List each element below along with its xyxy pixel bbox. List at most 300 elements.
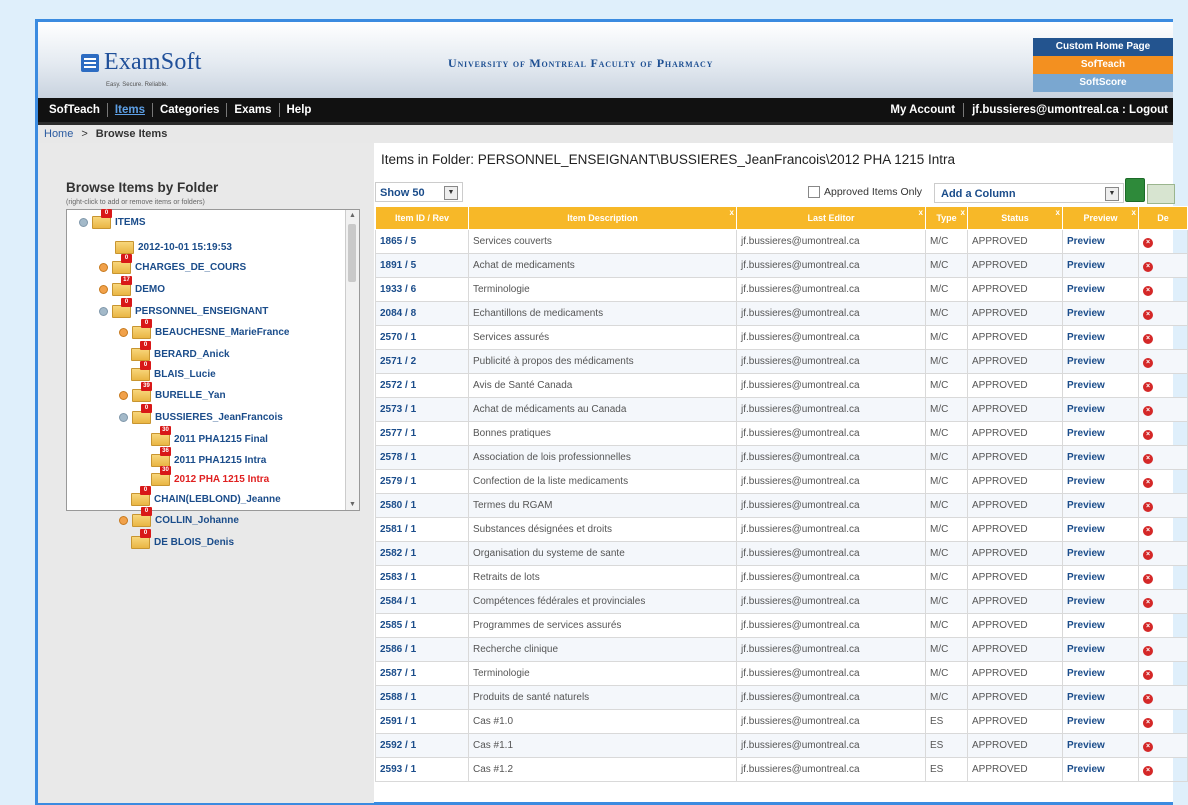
item-status: APPROVED (968, 614, 1063, 638)
table-row[interactable] (376, 518, 1188, 542)
item-id-link[interactable]: 2587 / 1 (376, 662, 469, 686)
table-row[interactable] (376, 590, 1188, 614)
preview-link[interactable]: Preview (1063, 638, 1139, 662)
item-status: APPROVED (968, 350, 1063, 374)
chevron-down-icon[interactable]: ▼ (1105, 187, 1119, 201)
item-description: Cas #1.2 (469, 758, 737, 782)
delete-icon[interactable]: × (1143, 526, 1153, 536)
preview-link[interactable]: Preview (1063, 350, 1139, 374)
preview-link[interactable]: Preview (1063, 422, 1139, 446)
delete-icon[interactable]: × (1143, 382, 1153, 392)
item-type: M/C (926, 590, 968, 614)
table-row[interactable] (376, 614, 1188, 638)
item-type: ES (926, 734, 968, 758)
tree-node[interactable]: 0 CHARGES_DE_COURS (99, 259, 246, 275)
tree-node[interactable]: 0 BLAIS_Lucie (131, 366, 216, 382)
excel-export-icon[interactable] (1125, 178, 1145, 202)
preview-link[interactable]: Preview (1063, 758, 1139, 782)
folder-icon: 0 (131, 368, 150, 381)
folder-icon: 39 (132, 389, 151, 402)
tree-node[interactable]: 0 COLLIN_Johanne (119, 512, 239, 528)
item-type: M/C (926, 494, 968, 518)
delete-icon[interactable]: × (1143, 430, 1153, 440)
item-description: Association de lois professionnelles (469, 446, 737, 470)
delete-cell (1139, 734, 1188, 758)
scroll-up-icon[interactable]: ▲ (349, 212, 356, 219)
item-type: ES (926, 710, 968, 734)
item-description: Services assurés (469, 326, 737, 350)
delete-icon[interactable]: × (1143, 310, 1153, 320)
tree-node[interactable]: 0 ITEMS (79, 214, 146, 230)
last-editor: jf.bussieres@umontreal.ca (737, 278, 926, 302)
col-header-item-id[interactable]: Item ID / Rev (376, 207, 469, 230)
collapse-toggle-icon[interactable] (119, 413, 128, 422)
item-type: M/C (926, 446, 968, 470)
item-status: APPROVED (968, 278, 1063, 302)
delete-icon[interactable]: × (1143, 406, 1153, 416)
table-row[interactable] (376, 710, 1188, 734)
items-table (375, 206, 1188, 782)
logo-name: ExamSoft (104, 49, 202, 75)
preview-link[interactable]: Preview (1063, 614, 1139, 638)
delete-cell (1139, 710, 1188, 734)
tree-node[interactable]: 17 DEMO (99, 281, 165, 297)
tree-node[interactable]: 0 PERSONNEL_ENSEIGNANT (99, 303, 268, 319)
delete-icon[interactable]: × (1143, 646, 1153, 656)
item-type: M/C (926, 278, 968, 302)
last-editor: jf.bussieres@umontreal.ca (737, 590, 926, 614)
nav-help[interactable]: Help (286, 104, 312, 116)
item-status: APPROVED (968, 254, 1063, 278)
last-editor: jf.bussieres@umontreal.ca (737, 350, 926, 374)
softscore-link[interactable]: SoftScore (1033, 74, 1173, 92)
item-id-link[interactable]: 2570 / 1 (376, 326, 469, 350)
item-type: M/C (926, 662, 968, 686)
item-description: Terminologie (469, 662, 737, 686)
item-status: APPROVED (968, 398, 1063, 422)
table-row[interactable] (376, 494, 1188, 518)
preview-link[interactable]: Preview (1063, 278, 1139, 302)
preview-link[interactable]: Preview (1063, 590, 1139, 614)
nav-softeach[interactable]: SofTeach (42, 103, 108, 117)
item-id-link[interactable]: 2591 / 1 (376, 710, 469, 734)
item-type: M/C (926, 254, 968, 278)
app-header (38, 22, 1173, 98)
tree-scrollbar[interactable] (345, 210, 359, 510)
delete-cell (1139, 302, 1188, 326)
table-row[interactable] (376, 230, 1188, 254)
folder-icon: 30 (151, 433, 170, 446)
last-editor: jf.bussieres@umontreal.ca (737, 446, 926, 470)
item-id-link[interactable]: 2593 / 1 (376, 758, 469, 782)
last-editor: jf.bussieres@umontreal.ca (737, 734, 926, 758)
table-row[interactable] (376, 326, 1188, 350)
item-description: Avis de Santé Canada (469, 374, 737, 398)
folder-icon: 0 (112, 261, 131, 274)
table-row[interactable] (376, 686, 1188, 710)
table-row[interactable] (376, 638, 1188, 662)
folder-icon: 36 (151, 454, 170, 467)
delete-cell (1139, 662, 1188, 686)
expand-toggle-icon[interactable] (99, 285, 108, 294)
folder-tree[interactable] (66, 209, 360, 548)
item-description: Termes du RGAM (469, 494, 737, 518)
folder-panel (38, 143, 374, 803)
scroll-thumb[interactable] (348, 224, 356, 282)
item-id-link[interactable]: 2583 / 1 (376, 566, 469, 590)
item-status: APPROVED (968, 494, 1063, 518)
item-description: Organisation du systeme de sante (469, 542, 737, 566)
last-editor: jf.bussieres@umontreal.ca (737, 542, 926, 566)
preview-link[interactable]: Preview (1063, 446, 1139, 470)
tree-node[interactable]: 0 DE BLOIS_Denis (131, 534, 234, 550)
delete-cell (1139, 230, 1188, 254)
tree-node[interactable]: 39 BURELLE_Yan (119, 387, 226, 403)
preview-link[interactable]: Preview (1063, 302, 1139, 326)
delete-icon[interactable]: × (1143, 262, 1153, 272)
item-status: APPROVED (968, 302, 1063, 326)
delete-cell (1139, 686, 1188, 710)
last-editor: jf.bussieres@umontreal.ca (737, 710, 926, 734)
item-type: M/C (926, 230, 968, 254)
tree-node[interactable]: 0 CHAIN(LEBLOND)_Jeanne (131, 491, 281, 507)
item-status: APPROVED (968, 758, 1063, 782)
table-row[interactable] (376, 302, 1188, 326)
item-id-link[interactable]: 2577 / 1 (376, 422, 469, 446)
chevron-down-icon[interactable]: ▼ (444, 186, 458, 200)
folder-panel-title: Browse Items by Folder (66, 180, 219, 195)
preview-link[interactable]: Preview (1063, 542, 1139, 566)
item-id-link[interactable]: 2586 / 1 (376, 638, 469, 662)
item-type: M/C (926, 470, 968, 494)
tree-node-selected[interactable]: 30 2012 PHA 1215 Intra (151, 471, 269, 487)
delete-icon[interactable]: × (1143, 334, 1153, 344)
delete-icon[interactable]: × (1143, 622, 1153, 632)
item-id-link[interactable]: 1933 / 6 (376, 278, 469, 302)
item-type: M/C (926, 374, 968, 398)
folder-icon: 0 (131, 348, 150, 361)
item-description: Produits de santé naturels (469, 686, 737, 710)
last-editor: jf.bussieres@umontreal.ca (737, 230, 926, 254)
expand-toggle-icon[interactable] (119, 328, 128, 337)
breadcrumb-separator: > (81, 128, 88, 140)
last-editor: jf.bussieres@umontreal.ca (737, 566, 926, 590)
last-editor: jf.bussieres@umontreal.ca (737, 302, 926, 326)
table-row[interactable] (376, 734, 1188, 758)
delete-cell (1139, 254, 1188, 278)
delete-cell (1139, 542, 1188, 566)
item-status: APPROVED (968, 590, 1063, 614)
table-row[interactable] (376, 566, 1188, 590)
item-type: M/C (926, 518, 968, 542)
folder-icon: 0 (92, 216, 111, 229)
delete-cell (1139, 614, 1188, 638)
browser-window (35, 19, 1173, 805)
last-editor: jf.bussieres@umontreal.ca (737, 758, 926, 782)
item-description: Services couverts (469, 230, 737, 254)
folder-icon: 0 (132, 514, 151, 527)
preview-link[interactable]: Preview (1063, 470, 1139, 494)
remove-column-icon[interactable]: x (1131, 208, 1136, 217)
item-description: Bonnes pratiques (469, 422, 737, 446)
export-icon[interactable] (1147, 184, 1175, 204)
delete-icon[interactable]: × (1143, 550, 1153, 560)
preview-link[interactable]: Preview (1063, 518, 1139, 542)
delete-cell (1139, 374, 1188, 398)
item-status: APPROVED (968, 518, 1063, 542)
portal-links (1033, 38, 1173, 92)
preview-link[interactable]: Preview (1063, 566, 1139, 590)
delete-icon[interactable]: × (1143, 670, 1153, 680)
item-status: APPROVED (968, 710, 1063, 734)
item-type: M/C (926, 326, 968, 350)
preview-link[interactable]: Preview (1063, 326, 1139, 350)
delete-cell (1139, 638, 1188, 662)
item-type: M/C (926, 398, 968, 422)
table-row[interactable] (376, 278, 1188, 302)
remove-column-icon[interactable]: x (960, 208, 965, 217)
item-id-link[interactable]: 2581 / 1 (376, 518, 469, 542)
item-id-link[interactable]: 1891 / 5 (376, 254, 469, 278)
last-editor: jf.bussieres@umontreal.ca (737, 326, 926, 350)
approved-only-checkbox[interactable] (808, 186, 820, 198)
table-row[interactable] (376, 470, 1188, 494)
item-status: APPROVED (968, 686, 1063, 710)
last-editor: jf.bussieres@umontreal.ca (737, 422, 926, 446)
preview-link[interactable]: Preview (1063, 230, 1139, 254)
delete-icon[interactable]: × (1143, 238, 1153, 248)
add-column-select[interactable]: Add a Column ▼ (934, 183, 1124, 203)
item-description: Cas #1.1 (469, 734, 737, 758)
last-editor: jf.bussieres@umontreal.ca (737, 254, 926, 278)
nav-categories[interactable]: Categories (153, 103, 227, 117)
folder-panel-hint: (right-click to add or remove items or folders) (66, 199, 205, 206)
delete-icon[interactable]: × (1143, 766, 1153, 776)
item-status: APPROVED (968, 470, 1063, 494)
tree-node[interactable]: 0 BUSSIERES_JeanFrancois (119, 409, 283, 425)
col-header-last-editor[interactable]: Last Editor x (737, 207, 926, 230)
table-row[interactable] (376, 422, 1188, 446)
last-editor: jf.bussieres@umontreal.ca (737, 614, 926, 638)
item-status: APPROVED (968, 662, 1063, 686)
delete-cell (1139, 398, 1188, 422)
folder-icon: 0 (131, 536, 150, 549)
table-row[interactable] (376, 350, 1188, 374)
nav-exams[interactable]: Exams (227, 103, 279, 117)
item-description: Achat de medicaments (469, 254, 737, 278)
item-description: Achat de médicaments au Canada (469, 398, 737, 422)
folder-icon: 17 (112, 283, 131, 296)
item-type: M/C (926, 422, 968, 446)
col-header-status[interactable]: Status x (968, 207, 1063, 230)
item-description: Programmes de services assurés (469, 614, 737, 638)
delete-icon[interactable]: × (1143, 454, 1153, 464)
item-type: M/C (926, 566, 968, 590)
logo-tagline: Easy. Secure. Reliable. (106, 82, 168, 88)
preview-link[interactable]: Preview (1063, 398, 1139, 422)
folder-icon: 0 (131, 493, 150, 506)
item-id-link[interactable]: 1865 / 5 (376, 230, 469, 254)
item-id-link[interactable]: 2588 / 1 (376, 686, 469, 710)
item-type: M/C (926, 302, 968, 326)
delete-cell (1139, 278, 1188, 302)
item-status: APPROVED (968, 638, 1063, 662)
item-id-link[interactable]: 2571 / 2 (376, 350, 469, 374)
item-description: Publicité à propos des médicaments (469, 350, 737, 374)
table-row[interactable] (376, 758, 1188, 782)
expand-toggle-icon[interactable] (119, 516, 128, 525)
examsoft-logo-icon (81, 54, 99, 72)
folder-title: Items in Folder: PERSONNEL_ENSEIGNANT\BUSSIERES_JeanFrancois\2012 PHA 1215 Intra (381, 152, 955, 167)
last-editor: jf.bussieres@umontreal.ca (737, 686, 926, 710)
item-id-link[interactable]: 2573 / 1 (376, 398, 469, 422)
folder-icon (115, 241, 134, 254)
table-row[interactable] (376, 398, 1188, 422)
item-type: M/C (926, 686, 968, 710)
delete-cell (1139, 350, 1188, 374)
remove-column-icon[interactable]: x (918, 208, 923, 217)
university-title: University of Montreal Faculty of Pharmacy (448, 56, 714, 70)
delete-icon[interactable]: × (1143, 718, 1153, 728)
item-id-link[interactable]: 2582 / 1 (376, 542, 469, 566)
custom-home-page-link[interactable]: Custom Home Page (1033, 38, 1173, 56)
collapse-toggle-icon[interactable] (99, 307, 108, 316)
last-editor: jf.bussieres@umontreal.ca (737, 662, 926, 686)
delete-icon[interactable]: × (1143, 574, 1153, 584)
table-row[interactable] (376, 542, 1188, 566)
tree-node[interactable]: 36 2011 PHA1215 Intra (151, 452, 266, 468)
item-status: APPROVED (968, 734, 1063, 758)
delete-icon[interactable]: × (1143, 286, 1153, 296)
last-editor: jf.bussieres@umontreal.ca (737, 470, 926, 494)
breadcrumb-home[interactable]: Home (44, 128, 74, 140)
user-logout-link[interactable]: jf.bussieres@umontreal.ca : Logout (963, 103, 1176, 117)
table-row[interactable] (376, 446, 1188, 470)
tree-node[interactable]: 2012-10-01 15:19:53 (115, 239, 232, 255)
collapse-toggle-icon[interactable] (79, 218, 88, 227)
table-row[interactable] (376, 254, 1188, 278)
main-nav (38, 98, 1173, 125)
folder-icon: 0 (132, 411, 151, 424)
approved-only-filter[interactable]: Approved Items Only (808, 186, 922, 198)
tree-node[interactable]: 0 BERARD_Anick (131, 346, 230, 362)
nav-items[interactable]: Items (108, 103, 153, 117)
col-header-delete[interactable]: De (1139, 207, 1188, 230)
item-status: APPROVED (968, 566, 1063, 590)
delete-cell (1139, 590, 1188, 614)
item-id-link[interactable]: 2580 / 1 (376, 494, 469, 518)
item-status: APPROVED (968, 326, 1063, 350)
item-id-link[interactable]: 2572 / 1 (376, 374, 469, 398)
my-account-link[interactable]: My Account (890, 104, 956, 116)
preview-link[interactable]: Preview (1063, 710, 1139, 734)
breadcrumb (38, 125, 1173, 143)
delete-cell (1139, 446, 1188, 470)
preview-link[interactable]: Preview (1063, 254, 1139, 278)
delete-cell (1139, 326, 1188, 350)
item-status: APPROVED (968, 374, 1063, 398)
delete-icon[interactable]: × (1143, 598, 1153, 608)
delete-cell (1139, 494, 1188, 518)
table-row[interactable] (376, 374, 1188, 398)
item-description: Confection de la liste medicaments (469, 470, 737, 494)
delete-icon[interactable]: × (1143, 358, 1153, 368)
last-editor: jf.bussieres@umontreal.ca (737, 494, 926, 518)
item-type: M/C (926, 614, 968, 638)
delete-icon[interactable]: × (1143, 694, 1153, 704)
item-description: Retraits de lots (469, 566, 737, 590)
item-description: Cas #1.0 (469, 710, 737, 734)
col-header-type[interactable]: Type x (926, 207, 968, 230)
item-status: APPROVED (968, 542, 1063, 566)
breadcrumb-current: Browse Items (95, 128, 168, 140)
item-type: M/C (926, 350, 968, 374)
item-type: M/C (926, 638, 968, 662)
examsoft-logo[interactable] (81, 49, 202, 76)
item-type: ES (926, 758, 968, 782)
show-count-select[interactable]: Show 50 ▼ (375, 182, 463, 202)
delete-icon[interactable]: × (1143, 502, 1153, 512)
delete-cell (1139, 566, 1188, 590)
remove-column-icon[interactable]: x (1055, 208, 1060, 217)
delete-icon[interactable]: × (1143, 478, 1153, 488)
expand-toggle-icon[interactable] (119, 391, 128, 400)
folder-icon: 0 (132, 326, 151, 339)
preview-link[interactable]: Preview (1063, 686, 1139, 710)
preview-link[interactable]: Preview (1063, 374, 1139, 398)
item-id-link[interactable]: 2084 / 8 (376, 302, 469, 326)
item-description: Echantillons de medicaments (469, 302, 737, 326)
table-header-row (376, 207, 1188, 230)
tree-node[interactable]: 0 BEAUCHESNE_MarieFrance (119, 324, 290, 340)
last-editor: jf.bussieres@umontreal.ca (737, 374, 926, 398)
last-editor: jf.bussieres@umontreal.ca (737, 638, 926, 662)
item-id-link[interactable]: 2585 / 1 (376, 614, 469, 638)
delete-cell (1139, 422, 1188, 446)
delete-cell (1139, 518, 1188, 542)
preview-link[interactable]: Preview (1063, 494, 1139, 518)
item-description: Recherche clinique (469, 638, 737, 662)
preview-link[interactable]: Preview (1063, 734, 1139, 758)
tree-node[interactable]: 30 2011 PHA1215 Final (151, 431, 268, 447)
preview-link[interactable]: Preview (1063, 662, 1139, 686)
col-header-preview[interactable]: Preview x (1063, 207, 1139, 230)
item-status: APPROVED (968, 446, 1063, 470)
item-id-link[interactable]: 2579 / 1 (376, 470, 469, 494)
item-status: APPROVED (968, 230, 1063, 254)
item-status: APPROVED (968, 422, 1063, 446)
item-description: Substances désignées et droits (469, 518, 737, 542)
table-row[interactable] (376, 662, 1188, 686)
item-description: Compétences fédérales et provinciales (469, 590, 737, 614)
last-editor: jf.bussieres@umontreal.ca (737, 518, 926, 542)
item-type: M/C (926, 542, 968, 566)
last-editor: jf.bussieres@umontreal.ca (737, 398, 926, 422)
delete-icon[interactable]: × (1143, 742, 1153, 752)
expand-toggle-icon[interactable] (99, 263, 108, 272)
item-id-link[interactable]: 2584 / 1 (376, 590, 469, 614)
delete-cell (1139, 758, 1188, 782)
item-id-link[interactable]: 2578 / 1 (376, 446, 469, 470)
delete-cell (1139, 470, 1188, 494)
folder-icon: 30 (151, 473, 170, 486)
folder-icon: 0 (112, 305, 131, 318)
item-id-link[interactable]: 2592 / 1 (376, 734, 469, 758)
scroll-down-icon[interactable]: ▼ (349, 501, 356, 508)
col-header-description[interactable]: Item Description x (469, 207, 737, 230)
remove-column-icon[interactable]: x (729, 208, 734, 217)
softeach-link[interactable]: SofTeach (1033, 56, 1173, 74)
